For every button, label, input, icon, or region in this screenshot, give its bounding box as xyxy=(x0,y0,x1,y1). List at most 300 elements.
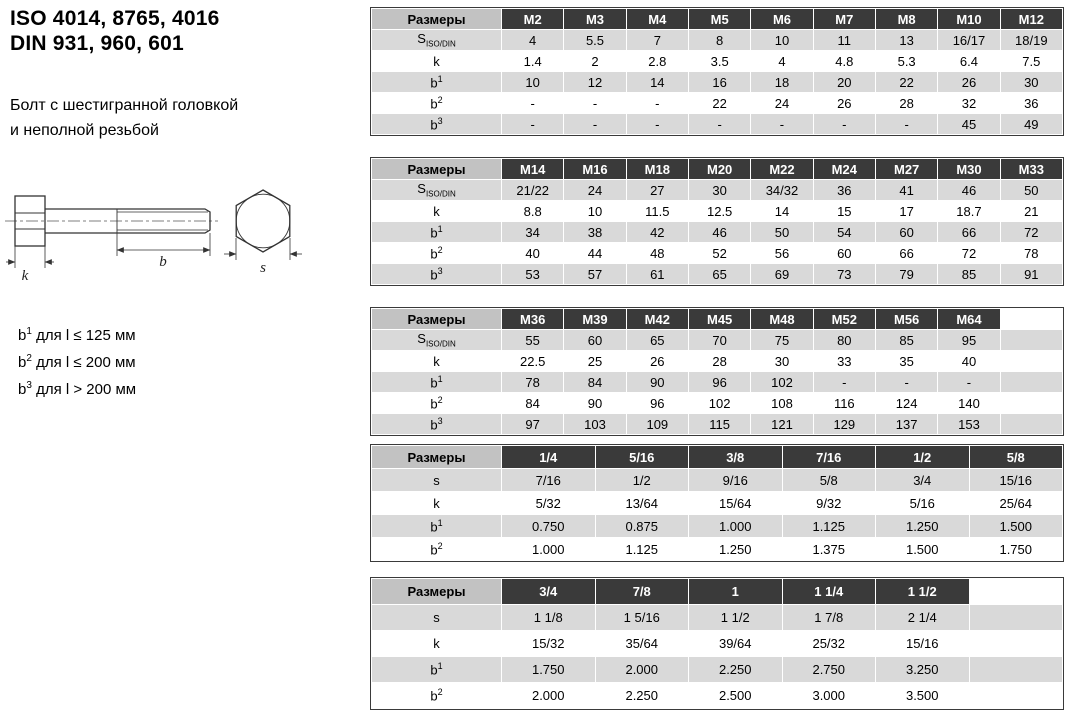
value-cell: 3.250 xyxy=(876,657,970,683)
value-cell: - xyxy=(813,372,875,393)
value-cell: 61 xyxy=(626,264,688,285)
value-cell: 116 xyxy=(813,393,875,414)
value-cell: 1/2 xyxy=(595,469,689,492)
value-cell: 2 xyxy=(564,51,626,72)
value-cell: 6.4 xyxy=(938,51,1000,72)
value-cell: 18 xyxy=(751,72,813,93)
dimension-row xyxy=(372,414,1063,435)
bolt-head-end-view-icon xyxy=(236,190,290,252)
value-cell: 121 xyxy=(751,414,813,435)
size-column-header: M14 xyxy=(502,159,564,180)
value-cell: 60 xyxy=(564,330,626,351)
value-cell xyxy=(969,605,1063,631)
value-cell: 2.250 xyxy=(689,657,783,683)
value-cell: 50 xyxy=(751,222,813,243)
value-cell: 4 xyxy=(502,30,564,51)
value-cell: 55 xyxy=(502,330,564,351)
value-cell: 40 xyxy=(938,351,1000,372)
value-cell: 35 xyxy=(875,351,937,372)
value-cell: 1.250 xyxy=(689,538,783,561)
value-cell: 1.000 xyxy=(689,515,783,538)
value-cell: 24 xyxy=(564,180,626,201)
value-cell: 1.750 xyxy=(969,538,1063,561)
size-column-header: M64 xyxy=(938,309,1000,330)
value-cell: - xyxy=(751,114,813,135)
size-column-header: M48 xyxy=(751,309,813,330)
dimension-row xyxy=(372,330,1063,351)
size-column-header: M27 xyxy=(875,159,937,180)
size-column-header: 3/4 xyxy=(502,579,596,605)
value-cell: 5/16 xyxy=(876,492,970,515)
dim-label-s: s xyxy=(260,260,266,276)
dimension-table-1 xyxy=(371,8,1063,135)
value-cell: 90 xyxy=(626,372,688,393)
value-cell: 1 1/2 xyxy=(689,605,783,631)
value-cell: 30 xyxy=(1000,72,1062,93)
value-cell: 4.8 xyxy=(813,51,875,72)
size-column-header: M6 xyxy=(751,9,813,30)
value-cell: 8.8 xyxy=(502,201,564,222)
size-column-header: M8 xyxy=(875,9,937,30)
table-header-row xyxy=(372,159,1063,180)
size-column-header: 1 1/4 xyxy=(782,579,876,605)
value-cell: 7.5 xyxy=(1000,51,1062,72)
value-cell: 15 xyxy=(813,201,875,222)
row-label: k xyxy=(372,631,502,657)
size-column-header: 1/4 xyxy=(502,446,596,469)
size-column-header: M30 xyxy=(938,159,1000,180)
value-cell: 7/16 xyxy=(502,469,596,492)
value-cell: 45 xyxy=(938,114,1000,135)
value-cell: - xyxy=(502,93,564,114)
dimension-row xyxy=(372,72,1063,93)
value-cell: 28 xyxy=(875,93,937,114)
value-cell: 3.000 xyxy=(782,683,876,709)
dimension-row xyxy=(372,201,1063,222)
value-cell: 102 xyxy=(688,393,750,414)
value-cell: 5/32 xyxy=(502,492,596,515)
row-label: $b^2$ xyxy=(372,538,502,561)
value-cell: - xyxy=(813,114,875,135)
dimension-row xyxy=(372,114,1063,135)
row-label: s xyxy=(372,469,502,492)
value-cell: 85 xyxy=(875,330,937,351)
value-cell: 54 xyxy=(813,222,875,243)
value-cell: 12.5 xyxy=(688,201,750,222)
size-column-header: M3 xyxy=(564,9,626,30)
value-cell: 22 xyxy=(688,93,750,114)
value-cell xyxy=(1000,393,1062,414)
dimension-row xyxy=(372,264,1063,285)
value-cell: 42 xyxy=(626,222,688,243)
value-cell: 1.375 xyxy=(782,538,876,561)
row-label: k xyxy=(372,492,502,515)
table-corner-header: Размеры xyxy=(372,446,502,469)
value-cell: 60 xyxy=(813,243,875,264)
dimension-row xyxy=(372,222,1063,243)
value-cell: 72 xyxy=(1000,222,1062,243)
value-cell: 84 xyxy=(502,393,564,414)
dimension-row xyxy=(372,93,1063,114)
value-cell: 21/22 xyxy=(502,180,564,201)
size-column-header: 1 xyxy=(689,579,783,605)
size-column-header: 1 1/2 xyxy=(876,579,970,605)
value-cell: 25 xyxy=(564,351,626,372)
size-column-header: M24 xyxy=(813,159,875,180)
value-cell: 32 xyxy=(938,93,1000,114)
value-cell: 36 xyxy=(813,180,875,201)
value-cell: 3/4 xyxy=(876,469,970,492)
iso-standards-line: ISO 4014, 8765, 4016 xyxy=(10,7,220,30)
value-cell: 115 xyxy=(688,414,750,435)
row-label: $b^2$ xyxy=(372,683,502,709)
value-cell: 1.500 xyxy=(969,515,1063,538)
size-column-header: 7/16 xyxy=(782,446,876,469)
value-cell: 53 xyxy=(502,264,564,285)
value-cell: 11 xyxy=(813,30,875,51)
value-cell: 72 xyxy=(938,243,1000,264)
row-label: $b^3$ xyxy=(372,264,502,285)
value-cell: 9/16 xyxy=(689,469,783,492)
dimension-row xyxy=(372,515,1063,538)
row-label: k xyxy=(372,201,502,222)
value-cell: 65 xyxy=(626,330,688,351)
size-column-header: M56 xyxy=(875,309,937,330)
row-label: $S_{ISO/DIN}$ xyxy=(372,30,502,51)
value-cell: 10 xyxy=(502,72,564,93)
value-cell: 34 xyxy=(502,222,564,243)
value-cell: - xyxy=(875,114,937,135)
value-cell: 153 xyxy=(938,414,1000,435)
table-corner-header: Размеры xyxy=(372,9,502,30)
size-column-header: M33 xyxy=(1000,159,1062,180)
dimension-row xyxy=(372,243,1063,264)
size-column-header: M2 xyxy=(502,9,564,30)
value-cell: 8 xyxy=(688,30,750,51)
value-cell: 34/32 xyxy=(751,180,813,201)
value-cell: 124 xyxy=(875,393,937,414)
value-cell: 30 xyxy=(751,351,813,372)
value-cell: 46 xyxy=(688,222,750,243)
note-b2: $b^2$ для l ≤ 200 мм xyxy=(18,353,136,371)
value-cell xyxy=(1000,351,1062,372)
value-cell: 1.750 xyxy=(502,657,596,683)
value-cell: 20 xyxy=(813,72,875,93)
table-header-row xyxy=(372,309,1063,330)
dimension-row xyxy=(372,372,1063,393)
thread-length-notes xyxy=(18,320,136,401)
value-cell: 16 xyxy=(688,72,750,93)
value-cell xyxy=(969,657,1063,683)
value-cell: 79 xyxy=(875,264,937,285)
value-cell: 11.5 xyxy=(626,201,688,222)
value-cell: 1.4 xyxy=(502,51,564,72)
value-cell: 97 xyxy=(502,414,564,435)
dimension-table-4 xyxy=(371,445,1063,561)
value-cell: - xyxy=(938,372,1000,393)
value-cell: 18/19 xyxy=(1000,30,1062,51)
value-cell xyxy=(1000,330,1062,351)
value-cell: 30 xyxy=(688,180,750,201)
value-cell: 140 xyxy=(938,393,1000,414)
dimension-row xyxy=(372,30,1063,51)
dimension-row xyxy=(372,631,1063,657)
note-b3: $b^3$ для l > 200 мм xyxy=(18,380,137,398)
description-line-1: Болт с шестигранной головкой xyxy=(10,97,239,114)
row-label: $b^1$ xyxy=(372,222,502,243)
product-description xyxy=(10,93,238,143)
value-cell: 14 xyxy=(751,201,813,222)
value-cell: 9/32 xyxy=(782,492,876,515)
value-cell: 1 5/16 xyxy=(595,605,689,631)
across-flats-dimension xyxy=(224,238,302,260)
value-cell: 129 xyxy=(813,414,875,435)
value-cell: 78 xyxy=(1000,243,1062,264)
value-cell: 2.250 xyxy=(595,683,689,709)
value-cell: 49 xyxy=(1000,114,1062,135)
size-column-header: 1/2 xyxy=(876,446,970,469)
value-cell: 7 xyxy=(626,30,688,51)
value-cell: 13/64 xyxy=(595,492,689,515)
dim-label-k: k xyxy=(21,268,29,284)
value-cell: 78 xyxy=(502,372,564,393)
value-cell: 70 xyxy=(688,330,750,351)
size-column-header: M7 xyxy=(813,9,875,30)
value-cell: 57 xyxy=(564,264,626,285)
value-cell: 40 xyxy=(502,243,564,264)
empty-column-header xyxy=(1000,309,1062,330)
value-cell: 50 xyxy=(1000,180,1062,201)
table-corner-header: Размеры xyxy=(372,579,502,605)
value-cell: - xyxy=(564,114,626,135)
value-cell: 27 xyxy=(626,180,688,201)
row-label: k xyxy=(372,351,502,372)
bolt-technical-drawing xyxy=(5,188,320,298)
value-cell: 15/16 xyxy=(969,469,1063,492)
value-cell: 3.5 xyxy=(688,51,750,72)
value-cell: 33 xyxy=(813,351,875,372)
value-cell xyxy=(969,683,1063,709)
value-cell: 1.000 xyxy=(502,538,596,561)
size-column-header: M52 xyxy=(813,309,875,330)
value-cell: 17 xyxy=(875,201,937,222)
value-cell: 22 xyxy=(875,72,937,93)
size-column-header: M42 xyxy=(626,309,688,330)
value-cell: 12 xyxy=(564,72,626,93)
value-cell: 44 xyxy=(564,243,626,264)
value-cell: 1.125 xyxy=(782,515,876,538)
standards-title xyxy=(10,6,220,56)
size-column-header: M22 xyxy=(751,159,813,180)
row-label: $b^2$ xyxy=(372,93,502,114)
value-cell: 109 xyxy=(626,414,688,435)
value-cell: 10 xyxy=(564,201,626,222)
size-column-header: M36 xyxy=(502,309,564,330)
value-cell: 36 xyxy=(1000,93,1062,114)
row-label: $b^2$ xyxy=(372,393,502,414)
dimension-row xyxy=(372,51,1063,72)
dimension-row xyxy=(372,180,1063,201)
value-cell: 96 xyxy=(626,393,688,414)
value-cell: 35/64 xyxy=(595,631,689,657)
value-cell: 2.8 xyxy=(626,51,688,72)
value-cell: 137 xyxy=(875,414,937,435)
row-label: $S_{ISO/DIN}$ xyxy=(372,180,502,201)
row-label: $b^1$ xyxy=(372,515,502,538)
value-cell: - xyxy=(875,372,937,393)
size-column-header: M45 xyxy=(688,309,750,330)
size-column-header: M20 xyxy=(688,159,750,180)
dimension-table-5 xyxy=(371,578,1063,709)
note-b1: $b^1$ для l ≤ 125 мм xyxy=(18,326,136,344)
value-cell: 85 xyxy=(938,264,1000,285)
dimension-row xyxy=(372,683,1063,709)
value-cell: 26 xyxy=(626,351,688,372)
value-cell: 2 1/4 xyxy=(876,605,970,631)
value-cell: 2.000 xyxy=(502,683,596,709)
value-cell: 1 7/8 xyxy=(782,605,876,631)
value-cell: 2.000 xyxy=(595,657,689,683)
value-cell: 5.3 xyxy=(875,51,937,72)
value-cell: 66 xyxy=(938,222,1000,243)
value-cell: 69 xyxy=(751,264,813,285)
empty-column-header xyxy=(969,579,1063,605)
value-cell: 66 xyxy=(875,243,937,264)
value-cell: 1.250 xyxy=(876,515,970,538)
dimension-row xyxy=(372,605,1063,631)
value-cell: 25/32 xyxy=(782,631,876,657)
size-column-header: M4 xyxy=(626,9,688,30)
row-label: $b^1$ xyxy=(372,657,502,683)
size-column-header: 3/8 xyxy=(689,446,783,469)
dim-label-b: b xyxy=(159,254,167,270)
value-cell: 1.125 xyxy=(595,538,689,561)
value-cell: 15/16 xyxy=(876,631,970,657)
dimension-row xyxy=(372,469,1063,492)
value-cell: 41 xyxy=(875,180,937,201)
size-column-header: 7/8 xyxy=(595,579,689,605)
value-cell: - xyxy=(626,93,688,114)
value-cell: 95 xyxy=(938,330,1000,351)
table-header-row xyxy=(372,9,1063,30)
value-cell: 102 xyxy=(751,372,813,393)
dimension-table-2 xyxy=(371,158,1063,285)
size-column-header: M39 xyxy=(564,309,626,330)
value-cell: 96 xyxy=(688,372,750,393)
value-cell: 26 xyxy=(938,72,1000,93)
value-cell: - xyxy=(564,93,626,114)
table-header-row xyxy=(372,579,1063,605)
row-label: $b^2$ xyxy=(372,243,502,264)
value-cell: 15/32 xyxy=(502,631,596,657)
dimension-row xyxy=(372,657,1063,683)
value-cell: 56 xyxy=(751,243,813,264)
value-cell: 48 xyxy=(626,243,688,264)
value-cell: - xyxy=(626,114,688,135)
head-height-dimension xyxy=(6,246,54,268)
size-column-header: M12 xyxy=(1000,9,1062,30)
table-header-row xyxy=(372,446,1063,469)
value-cell: 2.500 xyxy=(689,683,783,709)
row-label: $b^1$ xyxy=(372,372,502,393)
value-cell: 108 xyxy=(751,393,813,414)
value-cell: 4 xyxy=(751,51,813,72)
value-cell: 73 xyxy=(813,264,875,285)
value-cell: 65 xyxy=(688,264,750,285)
table-corner-header: Размеры xyxy=(372,309,502,330)
value-cell: 90 xyxy=(564,393,626,414)
size-column-header: M5 xyxy=(688,9,750,30)
value-cell: 24 xyxy=(751,93,813,114)
dimension-row xyxy=(372,538,1063,561)
value-cell: 2.750 xyxy=(782,657,876,683)
size-column-header: M10 xyxy=(938,9,1000,30)
value-cell xyxy=(1000,414,1062,435)
thread-length-dimension xyxy=(117,233,210,256)
value-cell: 10 xyxy=(751,30,813,51)
value-cell: 1 1/8 xyxy=(502,605,596,631)
value-cell: - xyxy=(688,114,750,135)
value-cell: 75 xyxy=(751,330,813,351)
table-corner-header: Размеры xyxy=(372,159,502,180)
value-cell: 21 xyxy=(1000,201,1062,222)
value-cell: 13 xyxy=(875,30,937,51)
value-cell: 16/17 xyxy=(938,30,1000,51)
value-cell: 26 xyxy=(813,93,875,114)
row-label: $S_{ISO/DIN}$ xyxy=(372,330,502,351)
value-cell: 1.500 xyxy=(876,538,970,561)
din-standards-line: DIN 931, 960, 601 xyxy=(10,32,184,55)
value-cell: 0.875 xyxy=(595,515,689,538)
value-cell: 60 xyxy=(875,222,937,243)
description-line-2: и неполной резьбой xyxy=(10,122,159,139)
dimension-table-3 xyxy=(371,308,1063,435)
value-cell: 14 xyxy=(626,72,688,93)
row-label: $b^3$ xyxy=(372,114,502,135)
value-cell: 18.7 xyxy=(938,201,1000,222)
size-column-header: M18 xyxy=(626,159,688,180)
size-column-header: 5/8 xyxy=(969,446,1063,469)
value-cell: 15/64 xyxy=(689,492,783,515)
value-cell: 5.5 xyxy=(564,30,626,51)
value-cell: 22.5 xyxy=(502,351,564,372)
value-cell: - xyxy=(502,114,564,135)
row-label: $b^3$ xyxy=(372,414,502,435)
value-cell: 91 xyxy=(1000,264,1062,285)
value-cell: 103 xyxy=(564,414,626,435)
value-cell: 39/64 xyxy=(689,631,783,657)
value-cell: 3.500 xyxy=(876,683,970,709)
value-cell: 52 xyxy=(688,243,750,264)
value-cell xyxy=(1000,372,1062,393)
value-cell: 38 xyxy=(564,222,626,243)
value-cell: 5/8 xyxy=(782,469,876,492)
value-cell: 25/64 xyxy=(969,492,1063,515)
value-cell: 28 xyxy=(688,351,750,372)
value-cell: 0.750 xyxy=(502,515,596,538)
row-label: s xyxy=(372,605,502,631)
size-column-header: 5/16 xyxy=(595,446,689,469)
value-cell: 46 xyxy=(938,180,1000,201)
value-cell xyxy=(969,631,1063,657)
dimension-row xyxy=(372,351,1063,372)
size-column-header: M16 xyxy=(564,159,626,180)
row-label: $b^1$ xyxy=(372,72,502,93)
row-label: k xyxy=(372,51,502,72)
value-cell: 80 xyxy=(813,330,875,351)
dimension-row xyxy=(372,492,1063,515)
value-cell: 84 xyxy=(564,372,626,393)
